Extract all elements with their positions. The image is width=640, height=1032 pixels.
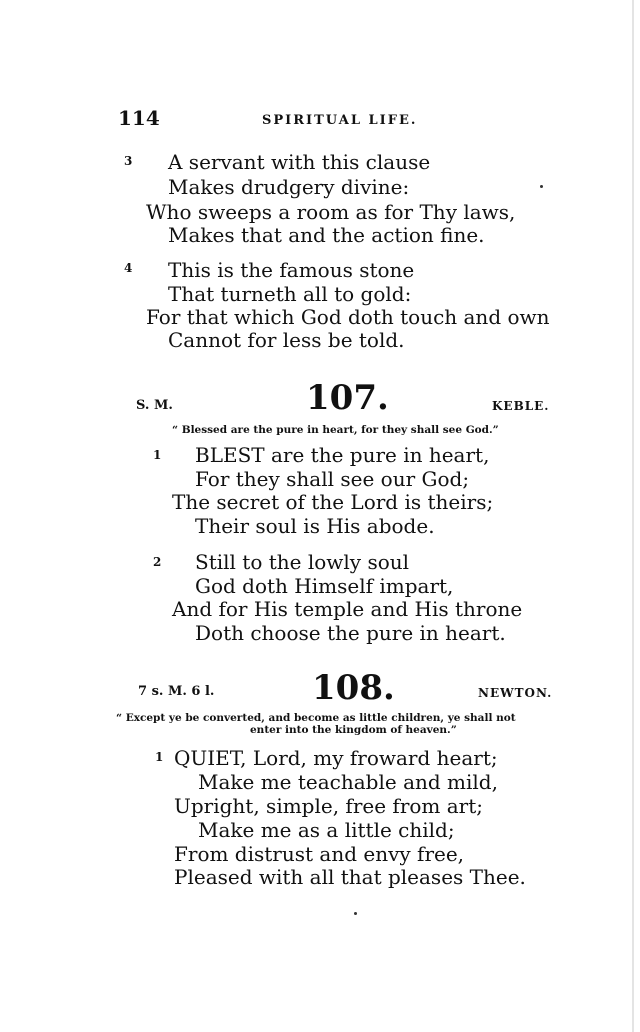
hymn-number: 108.: [312, 668, 395, 708]
verse-line: BLEST are the pure in heart,: [195, 443, 490, 467]
hymn-author: KEBLE.: [492, 399, 550, 413]
verse-line: For they shall see our God;: [195, 467, 470, 491]
hymn-author: NEWTON.: [478, 686, 553, 700]
verse-line: This is the famous stone: [168, 258, 415, 282]
hymn-meter: 7 s. M. 6 l.: [138, 684, 215, 699]
verse-number: 3: [124, 154, 133, 168]
verse-line: From distrust and envy free,: [174, 842, 465, 866]
hymn-epigraph: enter into the kingdom of heaven.”: [250, 724, 457, 736]
verse-number: 1: [153, 448, 162, 462]
ink-speck: [354, 912, 357, 915]
verse-line: Make me teachable and mild,: [198, 770, 498, 794]
hymn-epigraph: “ Except ye be converted, and become as little children, ye shall not: [116, 712, 516, 724]
verse-line: God doth Himself impart,: [195, 574, 454, 598]
verse-line: And for His temple and His throne: [172, 597, 523, 621]
verse-line: Their soul is His abode.: [195, 514, 435, 538]
verse-line: QUIET, Lord, my froward heart;: [174, 746, 498, 770]
verse-line: Pleased with all that pleases Thee.: [174, 865, 526, 889]
verse-line: That turneth all to gold:: [168, 282, 412, 306]
page-edge-shadow: [632, 0, 634, 1032]
verse-number: 2: [153, 555, 162, 569]
hymn-epigraph: “ Blessed are the pure in heart, for they shall see God.”: [172, 424, 499, 436]
verse-line: Makes that and the action fine.: [168, 223, 485, 247]
verse-line: A servant with this clause: [168, 150, 431, 174]
verse-line: Who sweeps a room as for Thy laws,: [146, 200, 516, 224]
verse-line: Still to the lowly soul: [195, 550, 410, 574]
verse-line: The secret of the Lord is theirs;: [172, 490, 494, 514]
verse-line: Make me as a little child;: [198, 818, 455, 842]
verse-line: For that which God doth touch and own: [146, 305, 550, 329]
verse-number: 4: [124, 261, 133, 275]
running-title: SPIRITUAL LIFE.: [262, 113, 418, 128]
verse-line: Cannot for less be told.: [168, 328, 405, 352]
ink-speck: [540, 185, 543, 188]
verse-line: Upright, simple, free from art;: [174, 794, 484, 818]
hymn-number: 107.: [306, 378, 389, 418]
page-number: 114: [118, 106, 160, 130]
hymn-meter: S. M.: [136, 398, 173, 413]
verse-number: 1: [155, 750, 164, 764]
verse-line: Doth choose the pure in heart.: [195, 621, 506, 645]
verse-line: Makes drudgery divine:: [168, 175, 410, 199]
